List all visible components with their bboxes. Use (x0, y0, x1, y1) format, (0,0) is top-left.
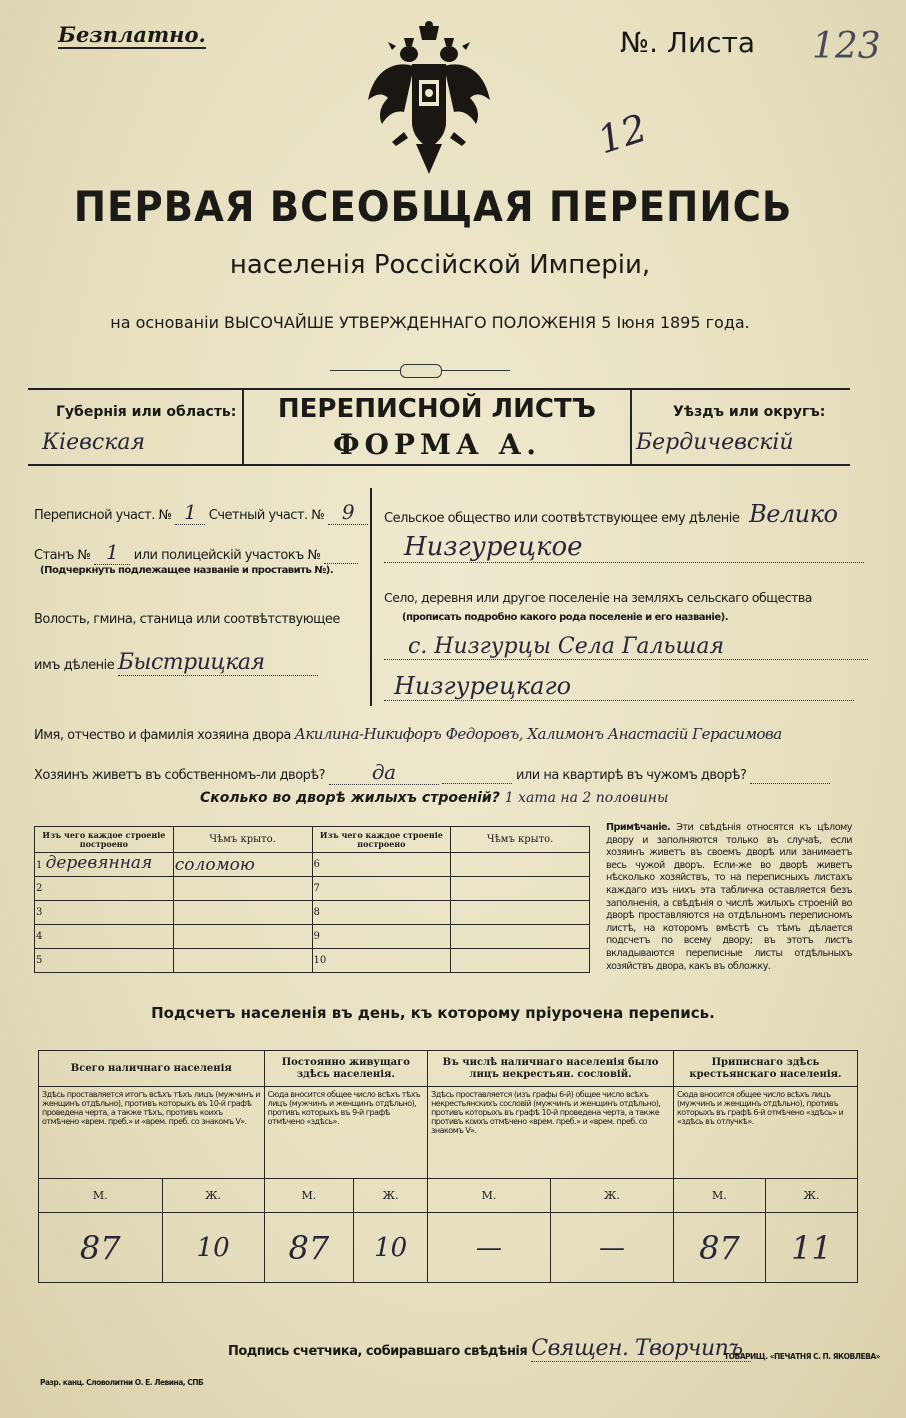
count-col-total: Всего наличнаго населенія (39, 1051, 265, 1087)
buildings-cell: 1 деревянная (35, 853, 174, 877)
uezd-value: Бердичевскій (636, 430, 794, 455)
buildings-cell (451, 901, 590, 925)
buildings-cell: 3 (35, 901, 174, 925)
buildings-cell: соломою (173, 853, 312, 877)
buildings-cell: 2 (35, 877, 174, 901)
count-zh-label: Ж. (765, 1179, 857, 1213)
signature-label: Подпись счетчика, собиравшаго свѣдѣнія (228, 1344, 528, 1359)
count-value: — (428, 1213, 551, 1283)
buildings-cell (173, 925, 312, 949)
buildings-cell (173, 901, 312, 925)
buildings-row (35, 877, 590, 901)
buildings-cell (451, 853, 590, 877)
buildings-row (35, 925, 590, 949)
buildings-col-roof-2: Чѣмъ крыто. (451, 827, 590, 853)
buildings-cell: 7 (312, 877, 451, 901)
own-yard-field (34, 760, 830, 785)
count-title: Подсчетъ населенія въ день, къ которому пріурочена перепись. (151, 1004, 715, 1022)
own-yard-value: да (329, 760, 439, 785)
stan-label: Станъ № (34, 548, 91, 563)
buildings-cell: 8 (312, 901, 451, 925)
village-value-2: Низгурецкаго (384, 672, 854, 701)
sheet-number-value: 123 (812, 26, 881, 67)
legal-basis: на основаніи ВЫСОЧАЙШЕ УТВЕРЖДЕННАГО ПОЛОЖЕНІЯ 5 Іюня 1895 года. (110, 313, 750, 332)
buildings-col-material-2: Изъ чего каждое строеніе построено (312, 827, 451, 853)
count-value: 87 (673, 1213, 765, 1283)
count-value: 10 (162, 1213, 264, 1283)
fields-divider (370, 488, 372, 706)
buildings-cell: 5 (35, 949, 174, 973)
volost-label-2: имъ дѣленіе (34, 658, 115, 673)
buildings-cell: 9 (312, 925, 451, 949)
note-text: Эти свѣдѣнія относятся къ цѣлому двору и заполняются только въ случаѣ, если хозяинъ живетъ въ своемъ дворѣ или занимаетъ весь чужой дворъ. Если-же во дворѣ живетъ нѣсколько хозяйствъ, то на переписныхъ листахъ каждаго изъ нихъ эта табличка оставляется безъ заполненія, а свѣдѣнія о числѣ жилыхъ строеній во дворѣ проставляются на отдѣльномъ переписномъ листѣ, на которомъ вмѣстѣ съ тѣмъ дѣлается подсчетъ по всему двору; въ этотъ листъ вкладываются переписные листы отдѣльныхъ хозяйствъ двора, какъ въ обложку. (606, 822, 852, 972)
society-value-2: Низгурецкое (384, 532, 864, 563)
rented-value-line (750, 768, 830, 784)
buildings-table (34, 826, 590, 973)
owner-name-value: Акилина-Никифоръ Федоровъ, Халимонъ Анастасій Герасимова (294, 725, 782, 743)
buildings-cell (173, 949, 312, 973)
count-m-label: М. (39, 1179, 163, 1213)
uchastok-value: 1 (175, 500, 205, 525)
buildings-cell: 4 (35, 925, 174, 949)
count-desc-permanent: Сюда вносится общее число всѣхъ тѣхъ лицъ (мужчинъ и женщинъ отдѣльно), противъ которыхъ въ 9-й графѣ отмѣчено «здѣсь». (264, 1087, 427, 1179)
count-desc-total: Здѣсь проставляется итогъ всѣхъ тѣхъ лицъ (мужчинъ и женщинъ отдѣльно), противъ которыхъ въ 10-й графѣ проведена черта, а также тѣхъ, противъ коихъ отмѣчено «врем. преб.» и «врем. преб. со знакомъ V». (39, 1087, 265, 1179)
note-block (606, 822, 852, 973)
schetny-value: 9 (328, 500, 368, 525)
village-note: (прописать подробно какого рода поселеніе и его названіе). (402, 612, 729, 623)
volost-label: Волость, гмина, станица или соотвѣтствующее (34, 612, 340, 627)
own-yard-dots (442, 768, 512, 784)
own-yard-label: Хозяинъ живетъ въ собственномъ-ли дворѣ? (34, 768, 326, 783)
count-m-label: М. (264, 1179, 354, 1213)
uchastok-field (34, 500, 368, 525)
count-value: 11 (765, 1213, 857, 1283)
society-label: Сельское общество или соотвѣтствующее ему дѣленіе (384, 511, 740, 526)
count-desc-non-peasant: Здѣсь проставляется (изъ графы 6-й) общее число всѣхъ некрестьянскихъ сословій (мужчинъ и женщинъ отдѣльно), противъ которыхъ въ графѣ 10-й проведена черта, а также противъ коихъ отмѣчено «врем. преб.» и «врем. преб. со знакомъ V». (428, 1087, 674, 1179)
page-subtitle: населенія Россійской Имперіи, (229, 250, 651, 280)
buildings-cell (451, 925, 590, 949)
count-m-label: М. (673, 1179, 765, 1213)
police-value-line (324, 548, 358, 564)
note-title: Примѣчаніе. (606, 822, 671, 833)
form-header-band (28, 388, 850, 466)
form-name: ФОРМА А. (332, 428, 542, 461)
gubernia-value: Кіевская (42, 430, 146, 455)
printer-left: Разр. канц. Словолитни О. Е. Левина, СПБ (40, 1378, 204, 1387)
owner-name-label: Имя, отчество и фамилія хозяина двора (34, 728, 291, 743)
sheet-title: ПЕРЕПИСНОЙ ЛИСТЪ (277, 394, 597, 424)
buildings-value: 1 хата на 2 половины (504, 790, 669, 806)
buildings-cell: 10 (312, 949, 451, 973)
count-zh-label: Ж. (551, 1179, 674, 1213)
underline-note: (Подчеркнуть подлежащее названіе и проставить №). (40, 565, 334, 576)
imperial-eagle-emblem (364, 20, 494, 180)
owner-name-field (34, 725, 782, 743)
society-value: Велико (749, 500, 838, 528)
buildings-col-material: Изъ чего каждое строеніе построено (35, 827, 174, 853)
count-col-permanent: Постоянно живущаго здѣсь населенія. (264, 1051, 427, 1087)
count-value: 10 (354, 1213, 428, 1283)
stan-field (34, 540, 358, 565)
buildings-cell (451, 877, 590, 901)
uezd-label: Уѣздъ или округъ: (673, 404, 826, 420)
printer-right: ТОВАРИЩ. «ПЕЧАТНЯ С. П. ЯКОВЛЕВА» (724, 1352, 880, 1361)
page-title: ПЕРВАЯ ВСЕОБЩАЯ ПЕРЕПИСЬ (73, 182, 793, 231)
gubernia-label: Губернія или область: (56, 404, 237, 420)
sheet-number-handwritten: 12 (592, 105, 652, 163)
count-zh-label: Ж. (354, 1179, 428, 1213)
buildings-row (35, 853, 590, 877)
volost-field (34, 650, 318, 676)
volost-value: Быстрицкая (118, 650, 318, 676)
stan-value: 1 (94, 540, 130, 565)
count-value: — (551, 1213, 674, 1283)
sheet-number-label (620, 26, 755, 59)
village-value: с. Низгурцы Села Гальшая (384, 634, 868, 660)
rented-label: или на квартирѣ въ чужомъ дворѣ? (515, 768, 747, 783)
count-col-non-peasant: Въ числѣ наличнаго населенія было лицъ некрестьян. сословій. (428, 1051, 674, 1087)
count-m-label: М. (428, 1179, 551, 1213)
buildings-label: Сколько во дворѣ жилыхъ строеній? (200, 790, 500, 806)
buildings-row (35, 949, 590, 973)
count-col-ascribed: Приписнаго здѣсь крестьянскаго населенія. (673, 1051, 857, 1087)
count-table (38, 1050, 858, 1283)
count-zh-label: Ж. (162, 1179, 264, 1213)
count-value: 87 (264, 1213, 354, 1283)
ornament-divider (330, 364, 510, 378)
buildings-cell (451, 949, 590, 973)
signature-field (228, 1336, 751, 1362)
buildings-row (35, 901, 590, 925)
sheet-number-text: №. Листа (620, 26, 756, 59)
buildings-field (200, 790, 668, 806)
free-label: Безплатно. (58, 22, 206, 47)
signature-value: Священ. Творчипъ (531, 1336, 751, 1362)
schetny-label: Счетный участ. № (208, 508, 325, 523)
village-label: Село, деревня или другое поселеніе на земляхъ сельскаго общества (384, 590, 812, 605)
society-field (384, 500, 837, 528)
count-desc-ascribed: Сюда вносится общее число всѣхъ лицъ (мужчинъ и женщинъ отдѣльно), противъ которыхъ въ графѣ 6-й отмѣчено «здѣсь» и «здѣсь въ отлучкѣ». (673, 1087, 857, 1179)
police-label: или полицейскій участокъ № (133, 548, 321, 563)
buildings-cell: 6 (312, 853, 451, 877)
buildings-cell (173, 877, 312, 901)
count-value: 87 (39, 1213, 163, 1283)
uchastok-label: Переписной участ. № (34, 508, 172, 523)
buildings-col-roof: Чѣмъ крыто. (173, 827, 312, 853)
